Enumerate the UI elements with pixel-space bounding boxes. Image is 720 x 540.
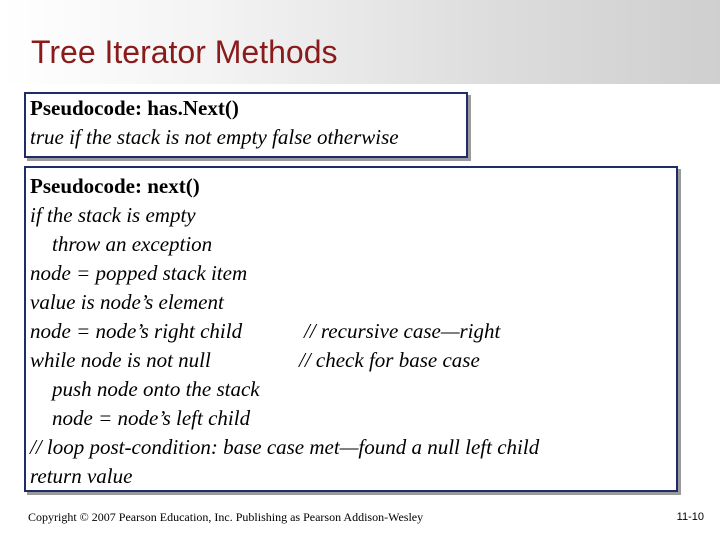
hasnext-heading: Pseudocode: has.Next() bbox=[30, 96, 239, 120]
pseudocode-comment: // recursive case—right bbox=[304, 319, 501, 343]
pseudocode-line: throw an exception bbox=[52, 232, 213, 256]
pseudocode-line: while node is not null bbox=[30, 348, 211, 372]
copyright-text: Copyright © 2007 Pearson Education, Inc. Publishing as Pearson Addison-Wesley bbox=[28, 510, 424, 524]
slide-title: Tree Iterator Methods bbox=[31, 34, 338, 70]
pseudocode-line: value is node’s element bbox=[30, 290, 224, 314]
next-box bbox=[24, 166, 678, 492]
pseudocode-line: push node onto the stack bbox=[52, 377, 260, 401]
hasnext-line: true if the stack is not empty false otherwise bbox=[30, 125, 399, 149]
pseudocode-line: // loop post-condition: base case met—found a null left child bbox=[30, 435, 540, 459]
pseudocode-comment: // check for base case bbox=[299, 348, 480, 372]
slide-number: 11-10 bbox=[676, 511, 704, 523]
pseudocode-line: node = node’s right child bbox=[30, 319, 243, 343]
next-heading: Pseudocode: next() bbox=[30, 174, 200, 198]
pseudocode-line: node = node’s left child bbox=[52, 406, 251, 430]
pseudocode-line: return value bbox=[30, 464, 133, 488]
pseudocode-line: if the stack is empty bbox=[30, 203, 196, 227]
hasnext-box bbox=[24, 92, 468, 158]
pseudocode-line: node = popped stack item bbox=[30, 261, 248, 285]
